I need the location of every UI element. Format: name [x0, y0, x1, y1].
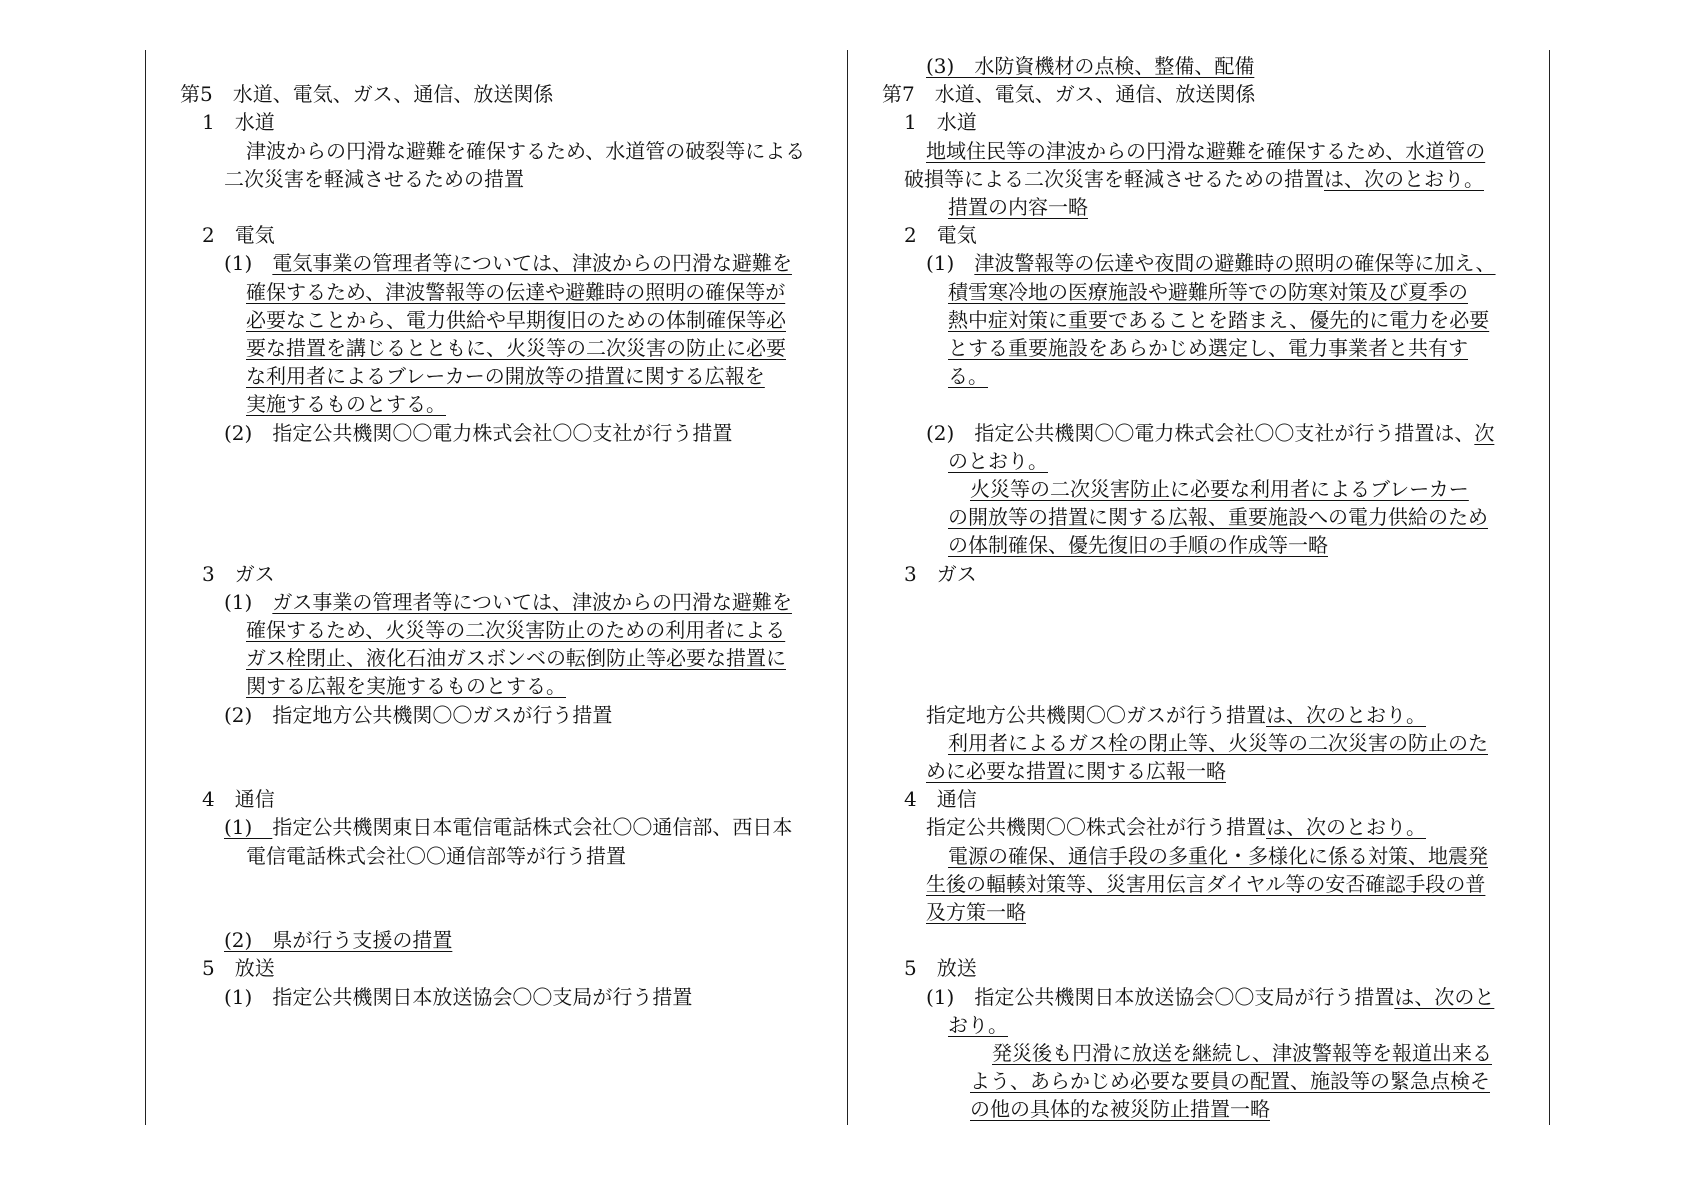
right-top-item — [882, 52, 1542, 80]
item-number: (1) — [224, 251, 273, 276]
right-s3-title: 3 ガス — [904, 561, 977, 586]
right-s5-1-line — [882, 1039, 1542, 1067]
right-s4-line — [882, 842, 1542, 870]
body-text: (2) 指定公共機関〇〇電力株式会社〇〇支社が行う措置は、 — [926, 420, 1475, 445]
right-s1-title: 1 水道 — [904, 110, 977, 135]
right-s5-1-line — [882, 1095, 1542, 1123]
left-s2-title: 2 電気 — [202, 223, 275, 248]
left-s1-body: 津波からの円滑な避難を確保するため、水道管の破裂等による — [246, 138, 806, 163]
underlined-text: 発災後も円滑に放送を継続し、津波警報等を報道出来る — [992, 1041, 1492, 1066]
underlined-text: めに必要な措置に関する広報一略 — [926, 759, 1226, 783]
left-s3-1-line — [180, 644, 840, 672]
left-s2-1-line — [180, 334, 840, 362]
right-s2-1-line — [882, 249, 1542, 277]
right-s2-1-line — [882, 362, 1542, 390]
right-s4-title: 4 通信 — [904, 787, 977, 812]
underlined-text: 実施するものとする。 — [246, 392, 446, 417]
left-s4-1-line: 電信電話株式会社〇〇通信部等が行う措置 — [246, 843, 626, 868]
right-s2-2-line — [882, 419, 1542, 447]
right-s5-1-line — [882, 983, 1542, 1011]
right-heading: 第7 水道、電気、ガス、通信、放送関係 — [882, 82, 1256, 107]
body-text: 指定公共機関東日本電信電話株式会社〇〇通信部、西日本 — [272, 815, 793, 840]
left-s3-1-line — [180, 616, 840, 644]
underlined-text: とする重要施設をあらかじめ選定し、電力事業者と共有す — [948, 336, 1468, 361]
underlined-text: る。 — [948, 364, 988, 389]
underlined-text: な利用者によるブレーカーの開放等の措置に関する広報を — [246, 364, 765, 389]
right-s2-1-line — [882, 306, 1542, 334]
right-s2-1-line — [882, 334, 1542, 362]
underlined-text: 必要なことから、電力供給や早期復旧のための体制確保等必 — [246, 307, 786, 332]
item-number: (1) — [224, 589, 273, 614]
underlined-text: の他の具体的な被災防止措置一略 — [970, 1097, 1270, 1122]
right-s3-line — [882, 757, 1542, 785]
right-border-line — [1549, 50, 1550, 1125]
right-s2-2-line — [882, 475, 1542, 503]
left-s2-1-line — [180, 306, 840, 334]
left-s2-1-line — [180, 390, 840, 418]
underlined-text: 生後の輻輳対策等、災害用伝言ダイヤル等の安否確認手段の普 — [926, 871, 1486, 896]
right-s2-2-line — [882, 531, 1542, 559]
left-s3-1-line — [180, 672, 840, 700]
left-heading: 第5 水道、電気、ガス、通信、放送関係 — [180, 82, 554, 107]
underlined-text: は、次のと — [1394, 984, 1495, 1009]
right-s5-1-line — [882, 1067, 1542, 1095]
left-s4-2 — [180, 926, 840, 954]
underlined-text: 次 — [1474, 420, 1495, 445]
right-s2-title: 2 電気 — [904, 223, 977, 248]
underlined-text: 確保するため、津波警報等の伝達や避難時の照明の確保等が — [246, 279, 786, 304]
left-s5-1: (1) 指定公共機関日本放送協会〇〇支局が行う措置 — [224, 984, 693, 1009]
right-s1-line — [882, 193, 1542, 221]
body-text: (1) 指定公共機関日本放送協会〇〇支局が行う措置 — [926, 984, 1395, 1009]
right-s4-line — [882, 870, 1542, 898]
underlined-text: 関する広報を実施するものとする。 — [246, 674, 566, 699]
center-divider-line — [847, 50, 848, 1125]
right-s4-line — [882, 813, 1542, 841]
underlined-text: 地域住民等の津波からの円滑な避難を確保するため、水道管の — [926, 138, 1486, 163]
right-column — [882, 52, 1542, 1124]
left-s2-1-line — [180, 278, 840, 306]
underlined-text: 津波警報等の伝達や夜間の避難時の照明の確保等に加え、 — [974, 251, 1496, 276]
underlined-text: 措置の内容一略 — [948, 195, 1088, 220]
left-border-line — [145, 50, 146, 1125]
underlined-text: は、次のとおり。 — [1266, 815, 1426, 840]
right-s5-title: 5 放送 — [904, 956, 977, 981]
left-s5-title: 5 放送 — [202, 956, 275, 981]
underlined-text: よう、あらかじめ必要な要員の配置、施設等の緊急点検そ — [970, 1069, 1490, 1094]
underlined-text: は、次のとおり。 — [1324, 166, 1484, 191]
underlined-text: 電気事業の管理者等については、津波からの円滑な避難を — [272, 251, 792, 276]
underlined-text: の体制確保、優先復旧の手順の作成等一略 — [948, 533, 1328, 558]
underlined-text: (3) 水防資機材の点検、整備、配備 — [926, 54, 1255, 78]
underlined-text: のとおり。 — [948, 448, 1048, 473]
left-s3-2: (2) 指定地方公共機関〇〇ガスが行う措置 — [224, 702, 613, 727]
left-s4-1-line — [180, 813, 840, 841]
underlined-text: 積雪寒冷地の医療施設や避難所等での防寒対策及び夏季の — [948, 279, 1468, 304]
left-s3-1-line — [180, 588, 840, 616]
underlined-text: (2) 県が行う支援の措置 — [224, 928, 453, 953]
right-s3-line — [882, 729, 1542, 757]
right-s3-line — [882, 701, 1542, 729]
body-text: 破損等による二次災害を軽減させるための措置 — [904, 166, 1324, 191]
right-s2-2-line — [882, 447, 1542, 475]
body-text: 指定公共機関〇〇株式会社が行う措置 — [926, 815, 1266, 840]
right-s1-line — [882, 165, 1542, 193]
underlined-text: 利用者によるガス栓の閉止等、火災等の二次災害の防止のた — [948, 730, 1488, 755]
right-s2-2-line — [882, 503, 1542, 531]
underlined-text: おり。 — [948, 1012, 1008, 1037]
right-s4-line — [882, 898, 1542, 926]
item-number: (1) — [926, 251, 975, 276]
underlined-text: 電源の確保、通信手段の多重化・多様化に係る対策、地震発 — [948, 843, 1488, 868]
underlined-text: 熱中症対策に重要であることを踏まえ、優先的に電力を必要 — [948, 307, 1490, 332]
underlined-text: 要な措置を講じるとともに、火災等の二次災害の防止に必要 — [246, 336, 786, 360]
left-column — [180, 52, 840, 1011]
underlined-text: の開放等の措置に関する広報、重要施設への電力供給のため — [948, 505, 1488, 530]
left-s2-2: (2) 指定公共機関〇〇電力株式会社〇〇支社が行う措置 — [224, 420, 733, 445]
underlined-text: ガス事業の管理者等については、津波からの円滑な避難を — [272, 589, 792, 614]
underlined-text: は、次のとおり。 — [1266, 702, 1426, 727]
body-text: 指定地方公共機関〇〇ガスが行う措置 — [926, 702, 1266, 727]
underlined-text: ガス栓閉止、液化石油ガスボンベの転倒防止等必要な措置に — [246, 646, 786, 671]
left-s1-title: 1 水道 — [202, 110, 275, 135]
right-s5-1-line — [882, 1011, 1542, 1039]
left-s3-title: 3 ガス — [202, 561, 275, 586]
underlined-text: 火災等の二次災害防止に必要な利用者によるブレーカー — [970, 477, 1469, 502]
left-s2-1-line — [180, 249, 840, 277]
underlined-text: 確保するため、火災等の二次災害防止のための利用者による — [246, 617, 786, 642]
left-s2-1-line — [180, 362, 840, 390]
left-s4-title: 4 通信 — [202, 787, 275, 812]
left-s1-body: 二次災害を軽減させるための措置 — [224, 166, 524, 191]
underlined-text: 及方策一略 — [926, 900, 1026, 925]
right-s1-line — [882, 137, 1542, 165]
right-s2-1-line — [882, 278, 1542, 306]
item-number: (1) — [224, 815, 273, 840]
